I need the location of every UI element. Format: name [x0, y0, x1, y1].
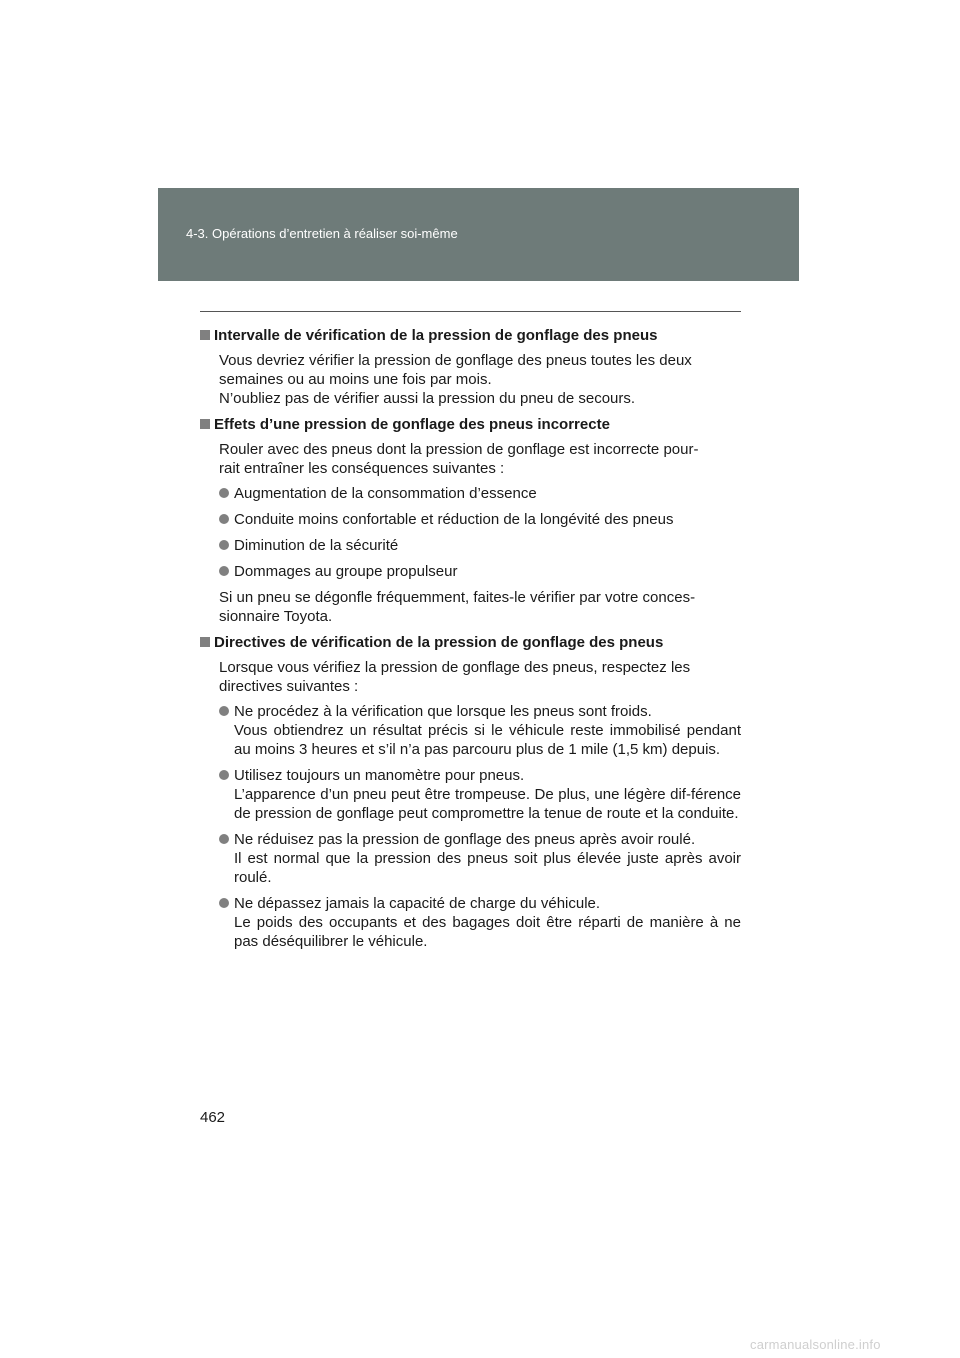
list-item: Augmentation de la consommation d’essence — [219, 484, 741, 503]
round-bullet-icon — [219, 898, 229, 908]
section-paragraph: Vous devriez vérifier la pression de gonflage des pneus toutes les deux semaines ou au moins une fois par mois. N’oubliez pas de vérifier aussi la pression du pneu de secours. — [219, 352, 692, 407]
list-item: Ne dépassez jamais la capacité de charge du véhicule. Le poids des occupants et des bagages doit être réparti de manière à ne pas déséquilibrer le véhicule. — [219, 894, 741, 951]
round-bullet-icon — [219, 488, 229, 498]
section-heading: Effets d’une pression de gonflage des pneus incorrecte — [200, 415, 741, 434]
list-item: Utilisez toujours un manomètre pour pneus. L’apparence d’un pneu peut être trompeuse. De plus, une légère dif-férence de pression de gonflage peut compromettre la tenue de route et la conduite. — [219, 766, 741, 823]
section-paragraph: Lorsque vous vérifiez la pression de gonflage des pneus, respectez les directives suivantes : — [219, 659, 691, 695]
list-item: Ne réduisez pas la pression de gonflage des pneus après avoir roulé. Il est normal que la pression des pneus soit plus élevée juste après avoir roulé. — [219, 830, 741, 887]
section-heading: Intervalle de vérification de la pression de gonflage des pneus — [200, 326, 741, 345]
square-bullet-icon — [200, 330, 210, 340]
section-paragraph: Rouler avec des pneus dont la pression de gonflage est incorrecte pour- rait entraîner les conséquences suivantes : — [219, 441, 699, 477]
square-bullet-icon — [200, 419, 210, 429]
watermark: carmanualsonline.info — [750, 1337, 881, 1352]
list-item: Ne procédez à la vérification que lorsque les pneus sont froids. Vous obtiendrez un résultat précis si le véhicule reste immobilisé pendant au moins 3 heures et s’il n’a pas parcouru plus de 1 mile (1,5 km) depuis. — [219, 702, 741, 759]
section-check-interval — [200, 326, 741, 408]
list-item: Conduite moins confortable et réduction de la longévité des pneus — [219, 510, 741, 529]
page-number: 462 — [200, 1109, 226, 1126]
chapter-title: 4-3. Opérations d’entretien à réaliser soi-même — [186, 226, 458, 241]
chapter-header-band — [158, 188, 799, 281]
section-paragraph: Si un pneu se dégonfle fréquemment, faites-le vérifier par votre conces- sionnaire Toyota. — [219, 589, 696, 625]
section-heading: Directives de vérification de la pression de gonflage des pneus — [200, 633, 741, 652]
section-check-guidelines — [200, 633, 741, 951]
header-divider — [200, 311, 741, 312]
section-incorrect-pressure-effects — [200, 415, 741, 626]
round-bullet-icon — [219, 514, 229, 524]
round-bullet-icon — [219, 566, 229, 576]
page-content — [200, 326, 741, 958]
round-bullet-icon — [219, 834, 229, 844]
list-item: Diminution de la sécurité — [219, 536, 741, 555]
list-item: Dommages au groupe propulseur — [219, 562, 741, 581]
square-bullet-icon — [200, 637, 210, 647]
round-bullet-icon — [219, 540, 229, 550]
round-bullet-icon — [219, 770, 229, 780]
round-bullet-icon — [219, 706, 229, 716]
